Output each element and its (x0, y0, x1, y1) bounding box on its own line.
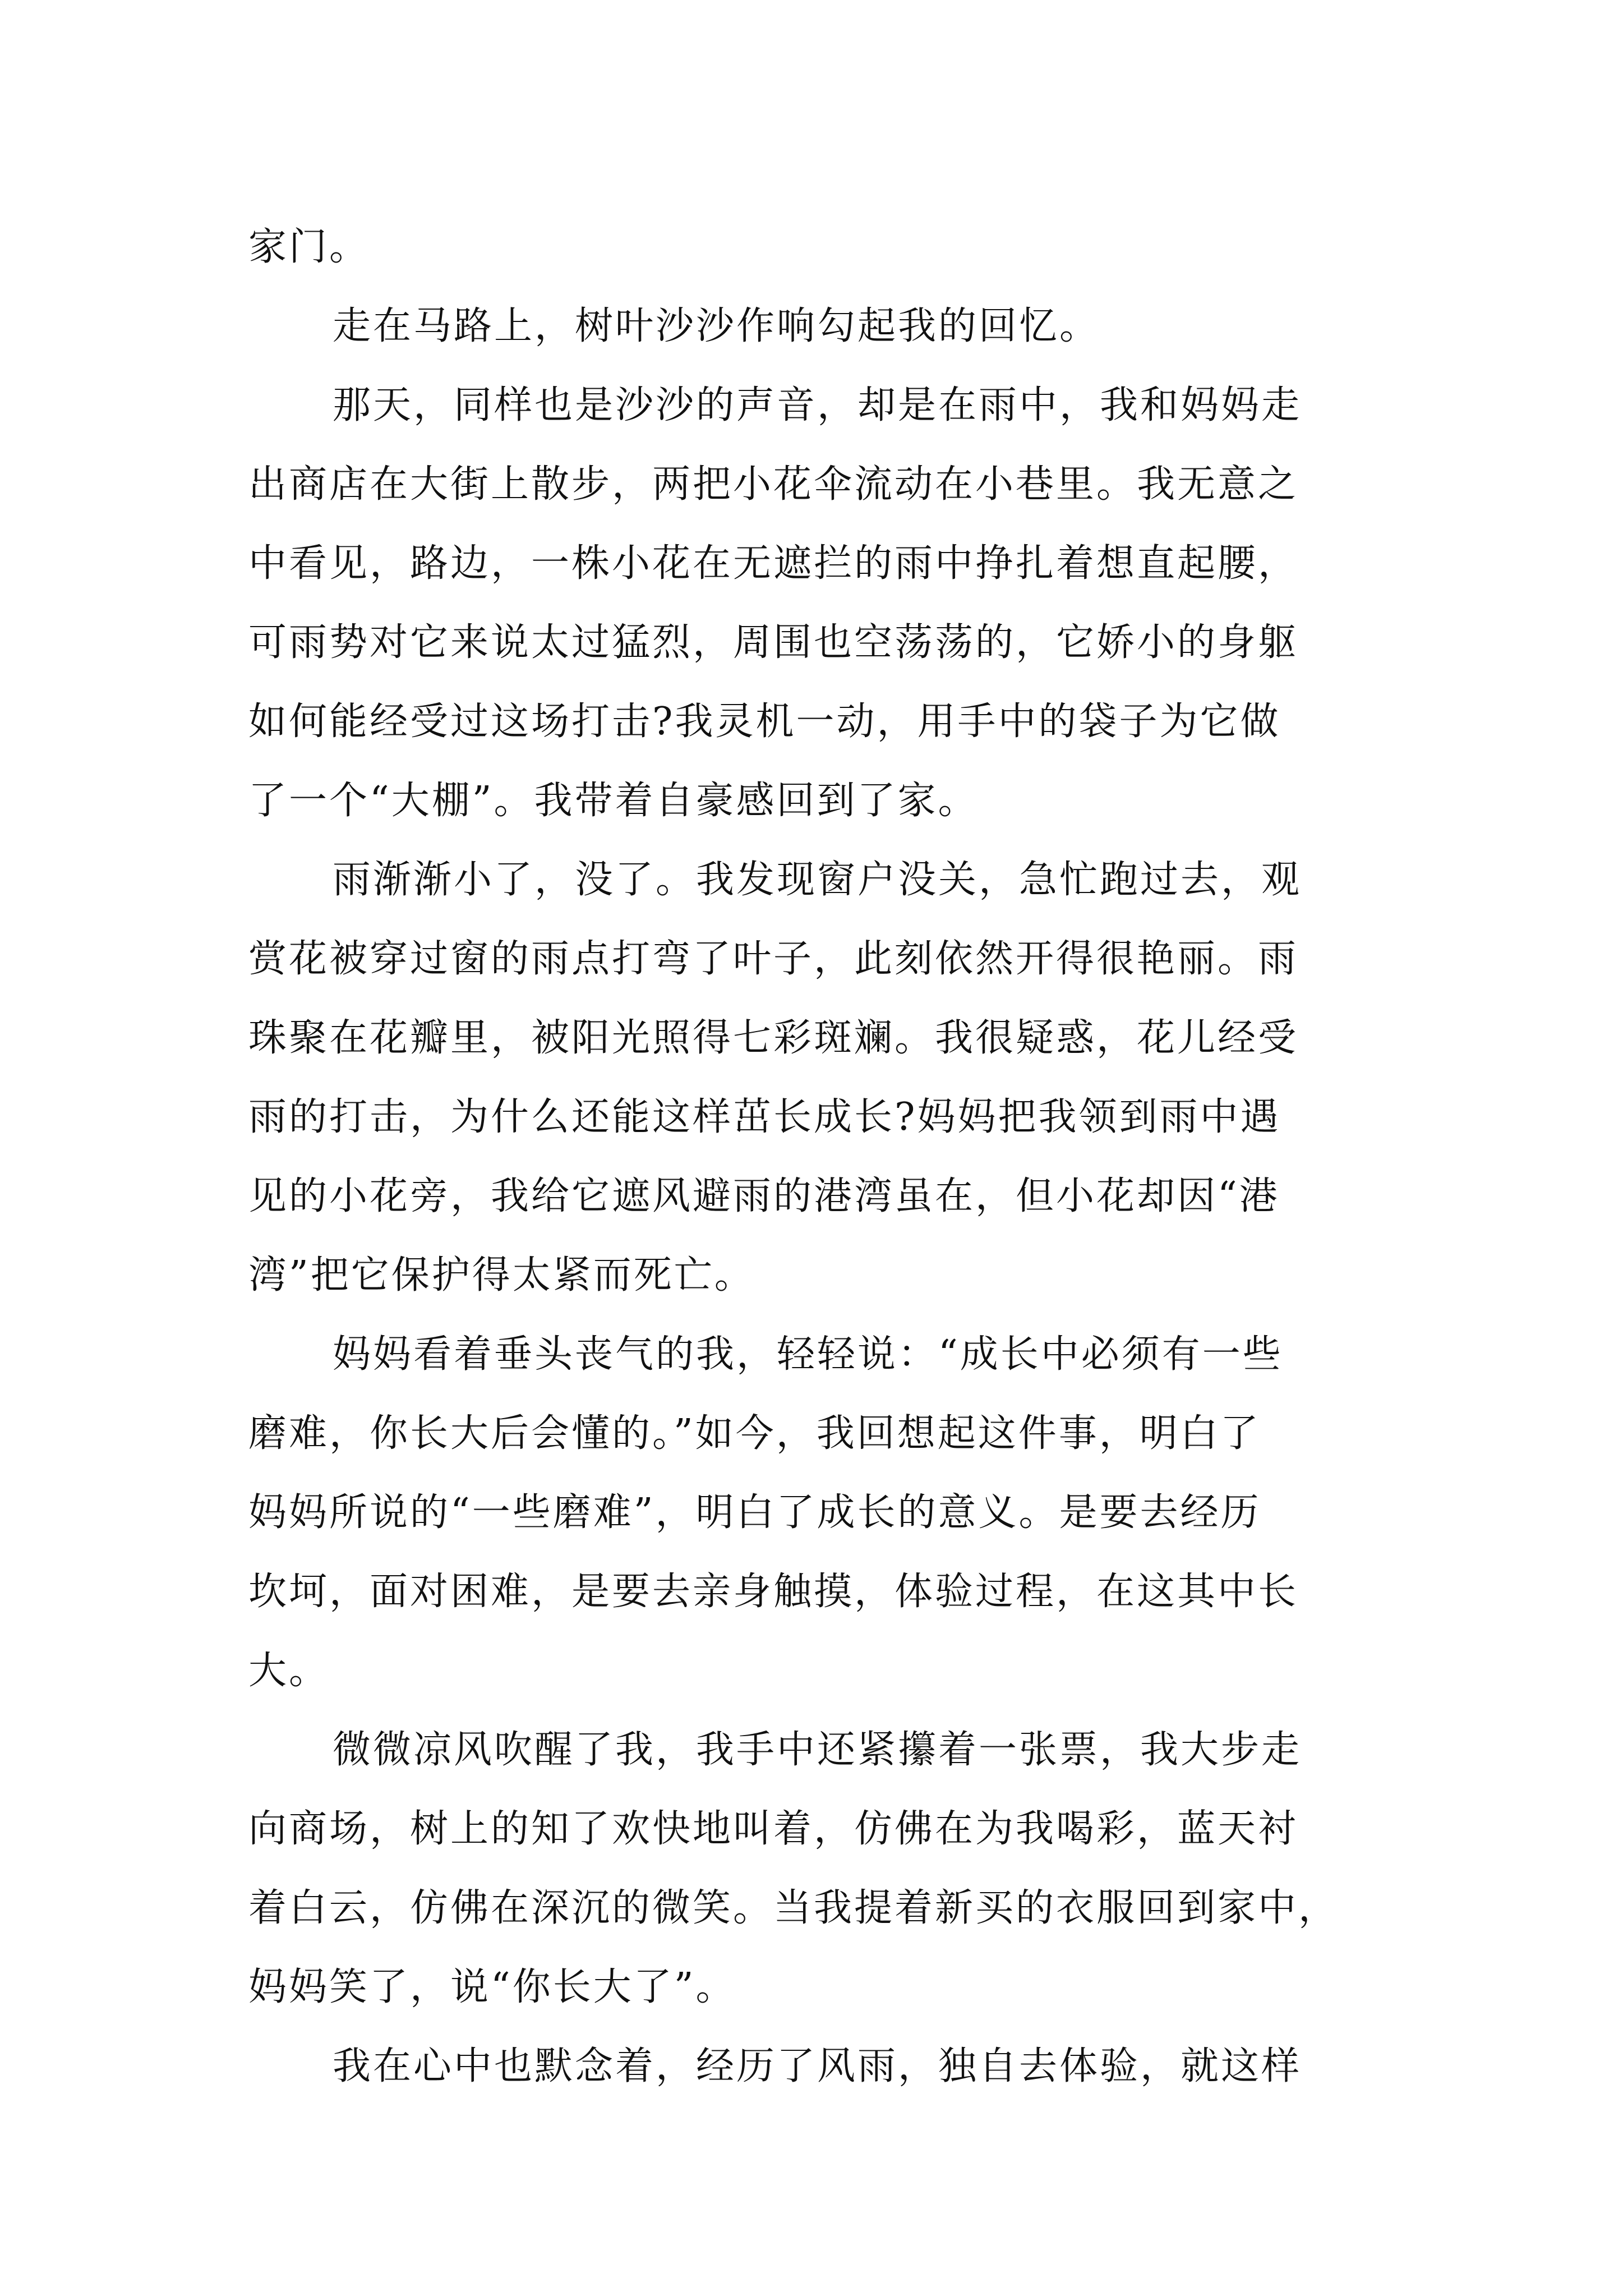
paragraph-first-line: 我在心中也默念着，经历了风雨，独自去体验，就这样 (333, 2044, 1302, 2088)
paragraph-first-line: 雨渐渐小了，没了。我发现窗户没关，急忙跑过去，观 (333, 858, 1302, 902)
paragraph-first-line: 微微凉风吹醒了我，我手中还紧攥着一张票，我大步走 (333, 1728, 1302, 1772)
text-line: 湾”把它保护得太紧而死亡。 (248, 1253, 755, 1297)
text-line: 向商场，树上的知了欢快地叫着，仿佛在为我喝彩，蓝天衬 (248, 1807, 1299, 1851)
text-line: 磨难，你长大后会懂的。”如今，我回想起这件事，明白了 (248, 1411, 1261, 1456)
text-line: 如何能经受过这场打击?我灵机一动，用手中的袋子为它做 (248, 700, 1281, 744)
text-line: 雨的打击，为什么还能这样茁长成长?妈妈把我领到雨中遇 (248, 1095, 1281, 1139)
paragraph-first-line: 那天，同样也是沙沙的声音，却是在雨中，我和妈妈走 (333, 383, 1302, 427)
text-line: 大。 (248, 1649, 330, 1693)
paragraph-first-line: 妈妈看着垂头丧气的我，轻轻说：“成长中必须有一些 (333, 1332, 1283, 1377)
text-line: 妈妈笑了，说“你长大了”。 (248, 1965, 736, 2009)
text-line: 妈妈所说的“一些磨难”，明白了成长的意义。是要去经历 (248, 1490, 1261, 1535)
text-line: 家门。 (248, 225, 370, 269)
text-line: 珠聚在花瓣里，被阳光照得七彩斑斓。我很疑惑，花儿经受 (248, 1016, 1299, 1060)
essay-text (248, 208, 1393, 2106)
text-line: 中看见，路边，一株小花在无遮拦的雨中挣扎着想直起腰， (248, 541, 1299, 586)
paragraph-first-line: 走在马路上，树叶沙沙作响勾起我的回忆。 (333, 304, 1100, 348)
text-line: 可雨势对它来说太过猛烈，周围也空荡荡的，它娇小的身躯 (248, 620, 1299, 665)
text-line: 见的小花旁，我给它遮风避雨的港湾虽在，但小花却因“港 (248, 1174, 1280, 1218)
text-line: 了一个“大棚”。我带着自豪感回到了家。 (248, 779, 979, 823)
text-line: 出商店在大街上散步，两把小花伞流动在小巷里。我无意之 (248, 462, 1299, 507)
text-line: 赏花被穿过窗的雨点打弯了叶子，此刻依然开得很艳丽。雨 (248, 937, 1299, 981)
text-line: 着白云，仿佛在深沉的微笑。当我提着新买的衣服回到家中， (248, 1886, 1339, 1930)
text-line: 坎坷，面对困难，是要去亲身触摸，体验过程，在这其中长 (248, 1570, 1299, 1614)
